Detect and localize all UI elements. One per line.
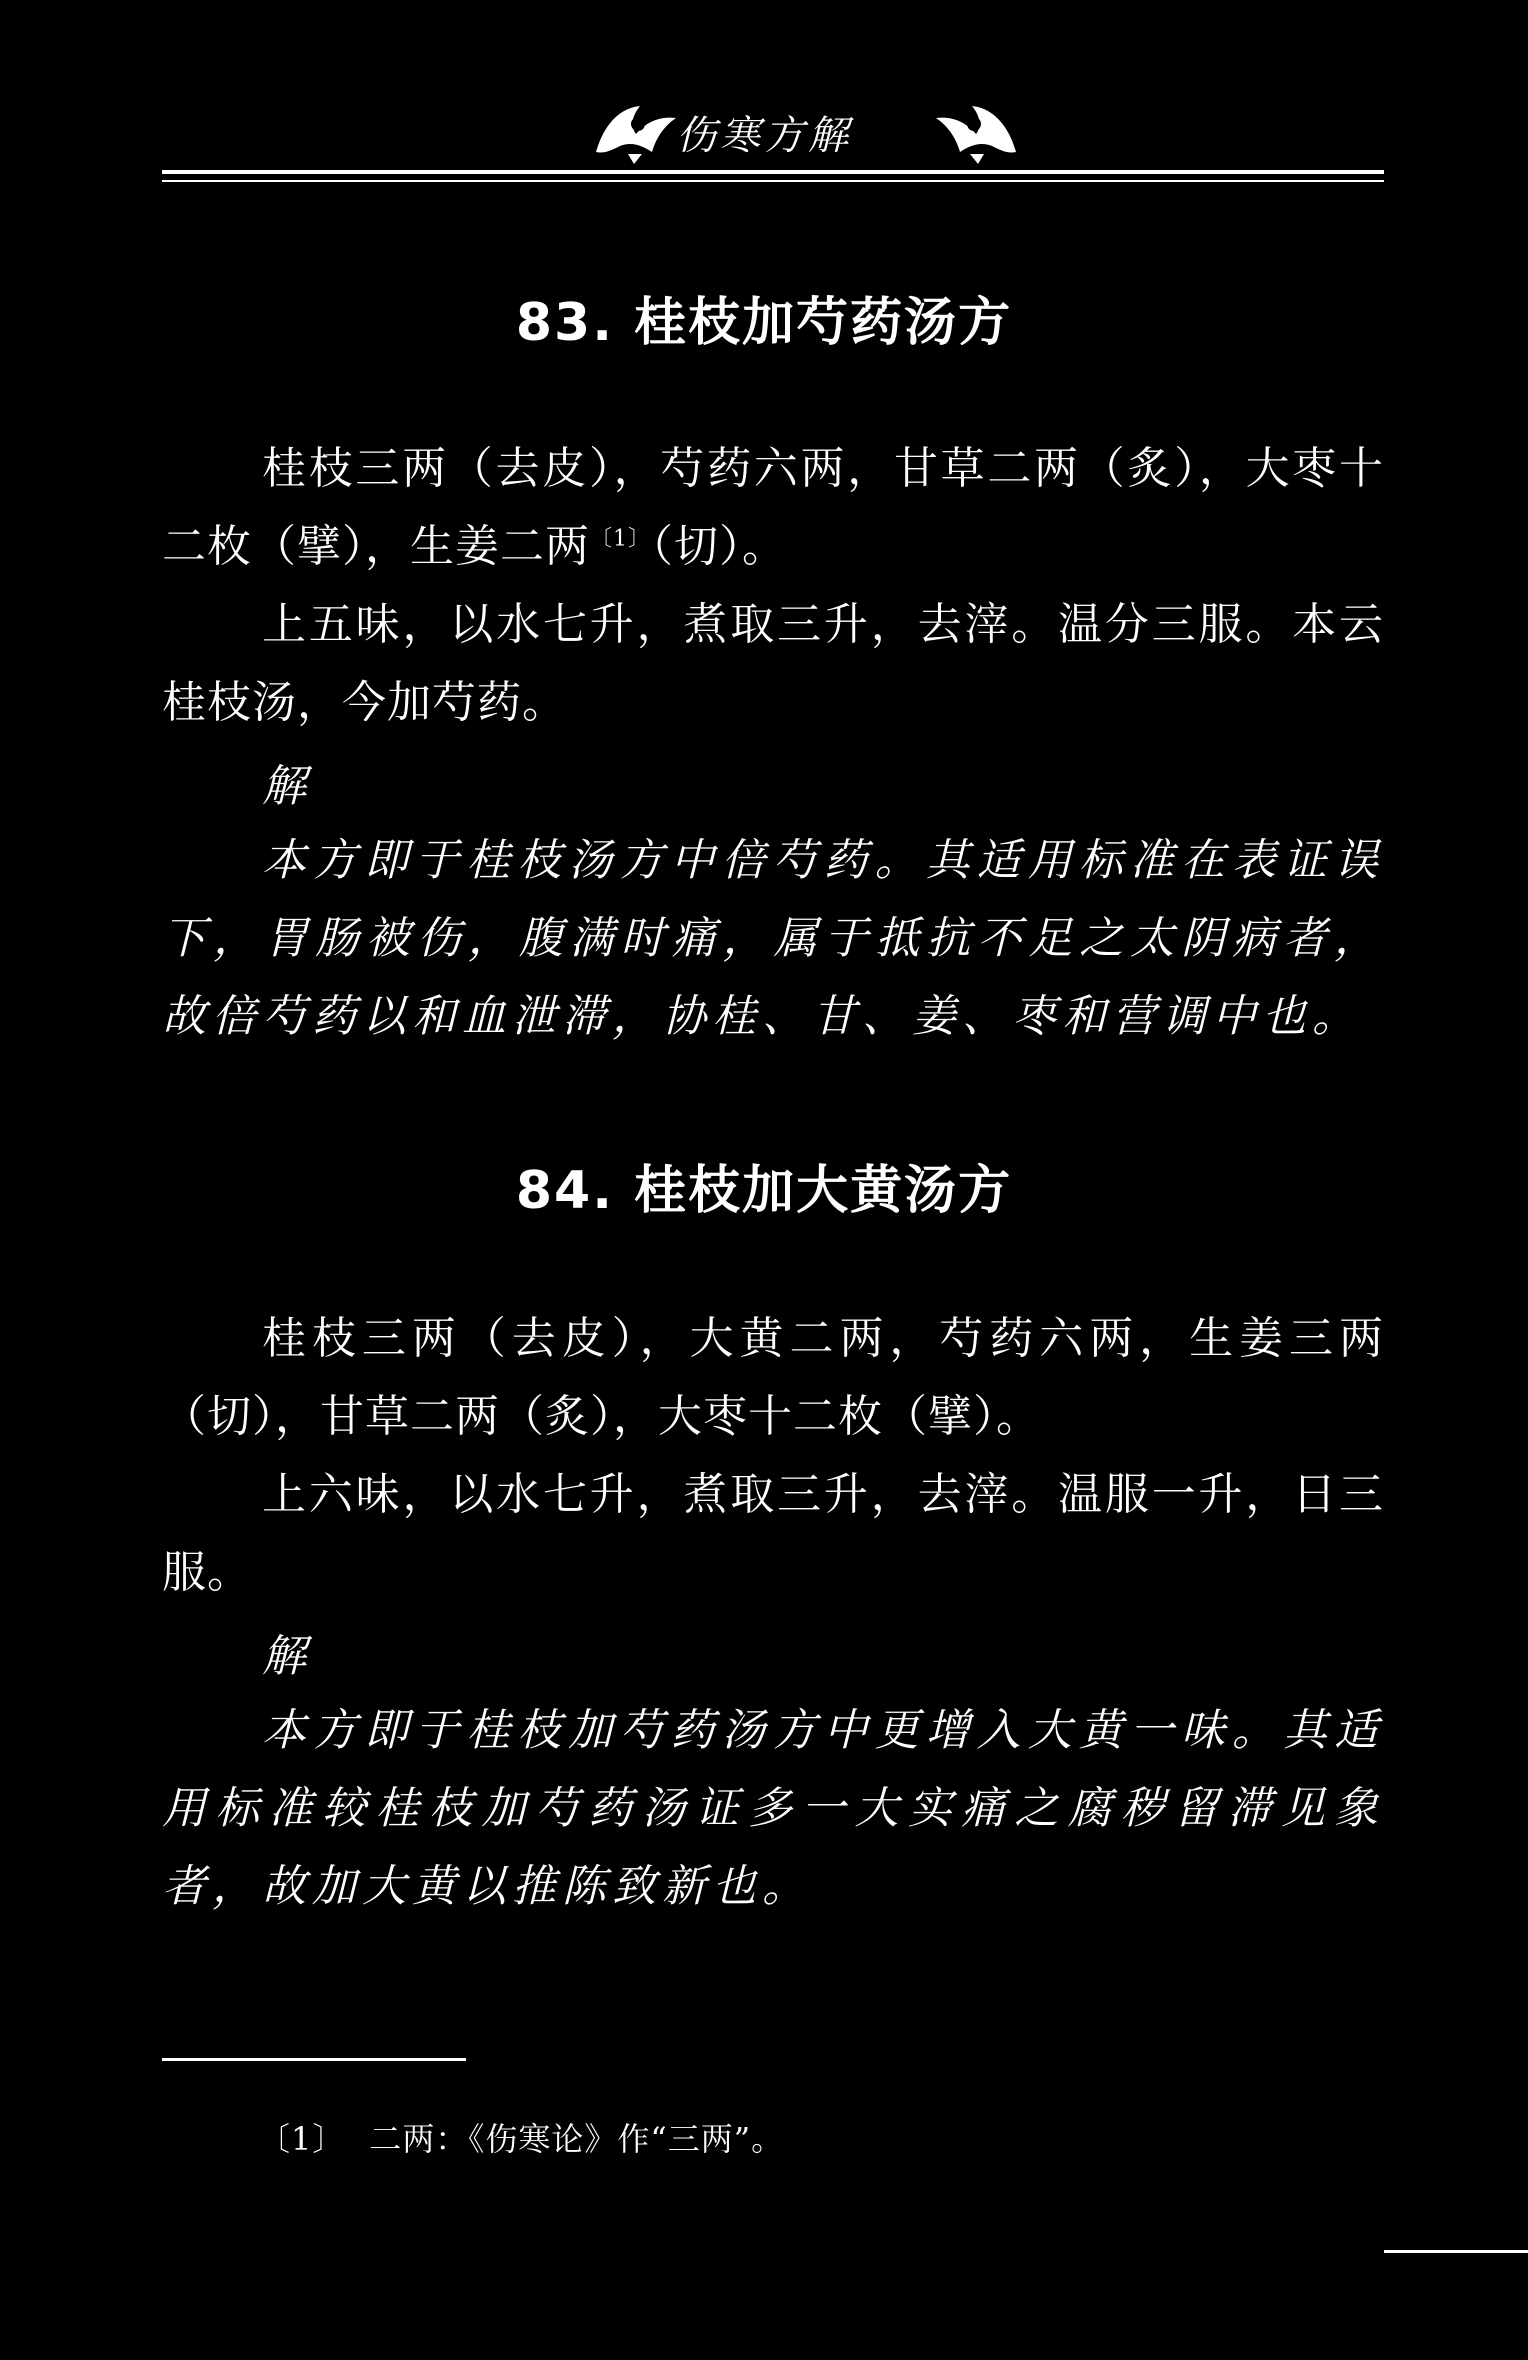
section-84-ingredients: 桂枝三两（去皮），大黄二两，芍药六两，生姜三两（切），甘草二两（炙），大枣十二枚（擘）。 xyxy=(162,1313,1384,1442)
section-83-ingredients-text: 桂枝三两（去皮），芍药六两，甘草二两（炙），大枣十二枚（擘），生姜二两 xyxy=(162,443,1384,572)
section-84-title: 84. 桂枝加大黄汤方 xyxy=(515,1161,1013,1221)
section-83-method: 上五味，以水七升，煮取三升，去滓。温分三服。本云桂枝汤，今加芍药。 xyxy=(162,599,1384,728)
header-rule-thin xyxy=(162,180,1384,182)
running-header-title: 伤寒方解 xyxy=(676,113,852,159)
section-84-jie-label: 解 xyxy=(262,1631,306,1682)
footnote-rule xyxy=(162,2058,466,2061)
crane-ornament-right-icon xyxy=(930,94,1022,166)
running-header xyxy=(0,86,1528,176)
footnote-text: 二两：《伤寒论》作“三两”。 xyxy=(369,2120,785,2158)
section-83-ingredients-tail: （切）。 xyxy=(651,521,787,572)
section-84-explanation: 本方即于桂枝加芍药汤方中更增入大黄一味。其适用标准较桂枝加芍药汤证多一大实痛之腐秽留滞见象者，故加大黄以推陈致新也。 xyxy=(162,1705,1384,1912)
footnote-mark: 〔1〕 xyxy=(258,2120,346,2158)
section-83-explanation: 本方即于桂枝汤方中倍芍药。其适用标准在表证误下，胃肠被伤，腹满时痛，属于抵抗不足之太阴病者，故倍芍药以和血泄滞，协桂、甘、姜、枣和营调中也。 xyxy=(162,835,1384,1042)
section-83-jie-label: 解 xyxy=(262,761,306,812)
footnote xyxy=(258,2114,784,2160)
section-83-title: 83. 桂枝加芍药汤方 xyxy=(515,293,1013,353)
section-83-ingredients xyxy=(162,430,1384,586)
section-84-method: 上六味，以水七升，煮取三升，去滓。温服一升，日三服。 xyxy=(162,1469,1384,1598)
header-rule-thick xyxy=(162,170,1384,174)
footnote-reference: 〔1〕 xyxy=(590,526,651,552)
page-edge-line xyxy=(1384,2250,1528,2253)
